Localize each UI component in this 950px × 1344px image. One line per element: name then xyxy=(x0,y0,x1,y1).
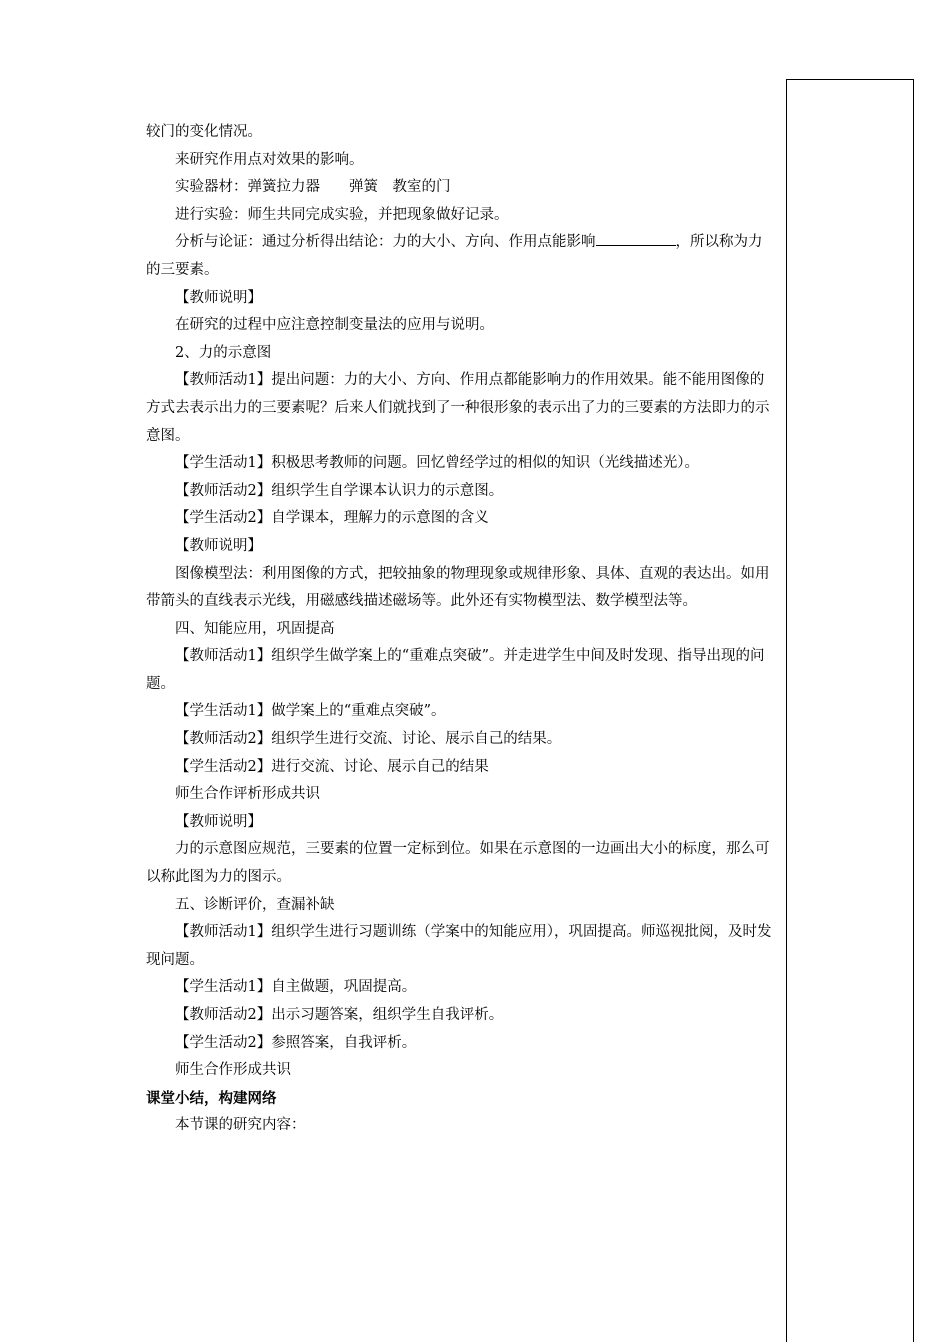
paragraph-text: 分析与论证：通过分析得出结论：力的大小、方向、作用点能影响 xyxy=(175,234,596,251)
paragraph xyxy=(146,1057,776,1085)
paragraph-text: 【教师活动1】组织学生进行习题训练（学案中的知能应用），巩固提高。师巡视批阅，及时发现问题。 xyxy=(146,924,772,968)
paragraph-text-after-blank: ，所以称为力的三要素。 xyxy=(146,234,763,278)
paragraph xyxy=(146,726,776,754)
paragraph-text: 【学生活动2】进行交流、讨论、展示自己的结果 xyxy=(175,758,489,775)
paragraph xyxy=(146,836,776,891)
fill-in-blank xyxy=(596,231,676,246)
paragraph xyxy=(146,809,776,837)
paragraph xyxy=(146,1112,776,1140)
paragraph-text: 【教师说明】 xyxy=(175,289,262,306)
paragraph xyxy=(146,450,776,478)
paragraph xyxy=(146,533,776,561)
paragraph xyxy=(146,561,776,616)
paragraph-text: 来研究作用点对效果的影响。 xyxy=(175,151,364,168)
paragraph xyxy=(146,643,776,698)
paragraph xyxy=(146,119,776,147)
paragraph-text: 进行实验：师生共同完成实验，并把现象做好记录。 xyxy=(175,206,509,223)
paragraph xyxy=(146,1002,776,1030)
paragraph xyxy=(146,285,776,313)
notes-column-box xyxy=(786,79,914,1342)
paragraph xyxy=(146,754,776,782)
paragraph xyxy=(146,174,776,202)
paragraph-text: 力的示意图应规范，三要素的位置一定标到位。如果在示意图的一边画出大小的标度，那么可以称此图为力的图示。 xyxy=(146,841,770,886)
paragraph-text: 【教师活动1】提出问题：力的大小、方向、作用点都能影响力的作用效果。能不能用图像的方式去表示出力的三要素呢？后来人们就找到了一种很形象的表示出了力的三要素的方法即力的示意图。 xyxy=(146,372,770,444)
paragraph-text: 较门的变化情况。 xyxy=(146,124,262,140)
paragraph xyxy=(146,312,776,340)
paragraph xyxy=(146,974,776,1002)
paragraph xyxy=(146,505,776,533)
paragraph-text: 【学生活动1】自主做题，巩固提高。 xyxy=(175,979,417,996)
paragraph-text: 【教师说明】 xyxy=(175,537,262,554)
paragraph xyxy=(146,147,776,175)
paragraph xyxy=(146,1030,776,1058)
paragraph-text: 师生合作形成共识 xyxy=(175,1062,291,1079)
paragraph-text: 【学生活动1】积极思考教师的问题。回忆曾经学过的相似的知识（光线描述光）。 xyxy=(175,455,699,472)
paragraph xyxy=(146,781,776,809)
paragraph-text: 【学生活动1】做学案上的“重难点突破”。 xyxy=(175,703,446,720)
paragraph-text: 【教师说明】 xyxy=(175,813,262,830)
paragraph-text: 师生合作评析形成共识 xyxy=(175,786,320,803)
paragraph xyxy=(146,892,776,920)
paragraph xyxy=(146,340,776,368)
paragraph-text: 【教师活动2】出示习题答案，组织学生自我评析。 xyxy=(175,1007,504,1023)
paragraph xyxy=(146,919,776,974)
paragraph xyxy=(146,202,776,230)
paragraph-text: 在研究的过程中应注意控制变量法的应用与说明。 xyxy=(175,317,494,334)
paragraph-text: 【学生活动2】参照答案，自我评析。 xyxy=(175,1034,417,1051)
paragraph-text: 五、诊断评价，查漏补缺 xyxy=(175,896,335,913)
paragraph-text: 课堂小结，构建网络 xyxy=(146,1089,277,1107)
paragraph-text: 实验器材：弹簧拉力器 弹簧 教室的门 xyxy=(175,179,451,196)
paragraph xyxy=(146,229,776,284)
paragraph-text: 【教师活动2】组织学生自学课本认识力的示意图。 xyxy=(175,482,504,499)
paragraph-text: 【教师活动1】组织学生做学案上的“重难点突破”。并走进学生中间及时发现、指导出现的问题。 xyxy=(146,648,765,692)
paragraph-text: 四、知能应用，巩固提高 xyxy=(175,620,335,637)
paragraph xyxy=(146,367,776,450)
paragraph xyxy=(146,698,776,726)
lesson-body xyxy=(146,119,776,1140)
section-heading xyxy=(146,1085,776,1113)
paragraph-text: 2、力的示意图 xyxy=(175,344,272,361)
paragraph xyxy=(146,616,776,644)
paragraph-text: 【学生活动2】自学课本，理解力的示意图的含义 xyxy=(175,510,489,527)
paragraph-text: 图像模型法：利用图像的方式，把较抽象的物理现象或规律形象、具体、直观的表达出。如用带箭头的直线表示光线，用磁感线描述磁场等。此外还有实物模型法、数学模型法等。 xyxy=(146,565,770,610)
paragraph-text: 本节课的研究内容： xyxy=(175,1117,306,1134)
paragraph-text: 【教师活动2】组织学生进行交流、讨论、展示自己的结果。 xyxy=(175,731,562,748)
paragraph xyxy=(146,478,776,506)
